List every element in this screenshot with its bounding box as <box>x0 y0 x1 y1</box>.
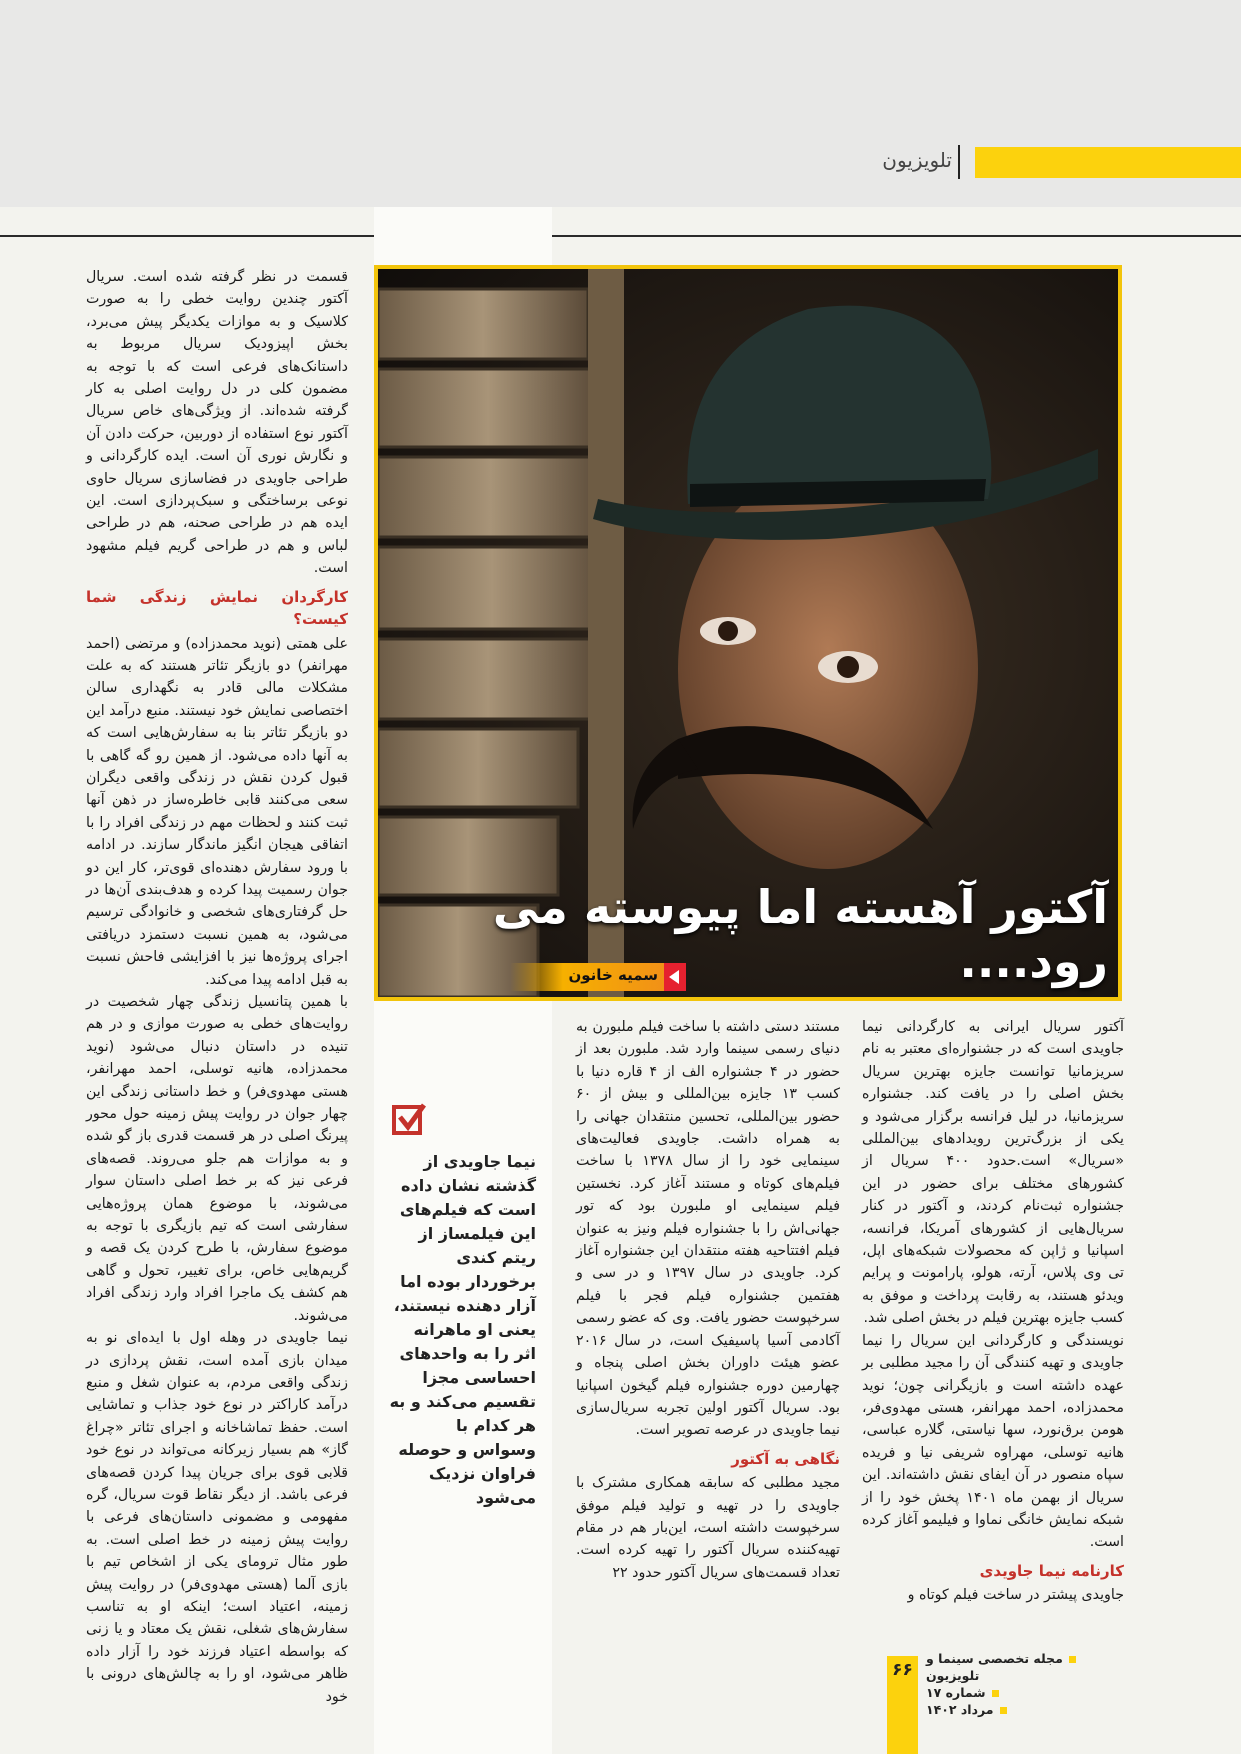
magazine-name: مجله تخصصی سینما و تلویزیون <box>926 1651 1063 1683</box>
paragraph: مجید مطلبی که سابقه همکاری مشترک با جاویدی را در تهیه و تولید فیلم موفق سرخپوست داشته است، این‌بار هم در مقام تهیه‌کننده سریال آکتور را تهیه کرده است. تعداد قسمت‌های سریال آکتور حدود ۲۲ <box>576 1475 840 1581</box>
header-rule <box>0 235 1241 237</box>
footer-info <box>926 1650 1126 1718</box>
issue-date: مرداد ۱۴۰۲ <box>926 1702 994 1717</box>
author-name: سمیه خانون <box>568 966 658 984</box>
subheading: کارگردان نمایش زندگی شما کیست؟ <box>86 587 348 629</box>
paragraph: نویسندگی و کارگردانی این سریال را نیما جاویدی و تهیه کنندگی آن را مجید مطلبی بر عهده داشته است و بازیگرانی چون؛ نوید محمدزاده، احمد مهرانفر، هستی مهدوی‌فر، هومن برق‌نورد، سها نیاستی، گلاره عباسی، هانیه توسلی، مهراوه شریفی نیا و فریده سپاه منصور در آن ایفای نقش داشته‌اند. این سریال از بهمن ماه ۱۴۰۱ پخش خود را از شبکه نمایش خانگی نماوا و فیلیمو آغاز کرده است. <box>862 1332 1124 1551</box>
article-column-2 <box>576 1016 840 1584</box>
page-number: ۶۶ <box>892 1660 913 1680</box>
article-headline: آکتور آهسته اما پیوسته می رود.... <box>492 880 1108 988</box>
paragraph: نیما جاویدی در وهله اول با ایده‌ای نو به میدان بازی آمده است، نقش پردازی در زندگی واقعی مردم، به عنوان شغل و منبع درآمد کاراکتر در نوع خود جذاب و تماشایی است. حفظ تماشاخانه و اجرای تئاتر «چراغ گاز» هم بسیار زیرکانه می‌تواند در نوع خود قلابی قوی برای جریان پیدا کردن قصه‌های فرعی باشد. از دیگر نقاط قوت سریال، گره مفهومی و مضمونی داستان‌های فرعی با روایت پیش زمینه در خط اصلی است. به طور مثال ترومای یکی از اشخاص تیم با بازی آلما (هستی مهدوی‌فر) در روایت پیش زمینه، اعتیاد است؛ اینکه او به تناسب سفارش‌های شغلی، نقش یک معتاد و یا زنی که بواسطه اعتیاد فرزند خود را آزار داده ظاهر می‌شود، او را به چالش‌های درونی با خود <box>86 1330 348 1705</box>
issue-number: شماره ۱۷ <box>926 1685 986 1700</box>
subheading: کارنامه نیما جاویدی <box>979 1561 1124 1580</box>
bullet-square <box>992 1690 999 1697</box>
byline-banner <box>510 963 686 991</box>
paragraph: آکتور سریال ایرانی به کارگردانی نیما جاویدی است که در جشنواره‌ای معتبر به نام سریزمانیا توانست جایزه بهترین سریال بخش اصلی را در یافت کند. جشنواره سریزمانیا، در لیل فرانسه برگزار می‌شود و یکی از بزرگ‌ترین رویدادهای بین‌المللی «سریال» است.حدود ۴۰۰ سریال از کشورهای مختلف برای حضور در این جشنواره ثبت‌نام کردند، و آکتور در کنار سریال‌هایی از کشورهای آمریکا، فرانسه، اسپانیا و ژاپن که محصولات شبکه‌های اپل، تی وی پلاس، آرته، هولو، پارامونت و پرایم ویدئو هستند، به رقابت پرداخت و موفق به کسب جایزه بهترین فیلم در بخش اصلی شد. <box>862 1019 1124 1327</box>
paragraph: با همین پتانسیل زندگی چهار شخصیت در روایت‌های خطی به صورت موازی و در هم تنیده در داستان دنبال می‌شود (نوید محمدزاده، هانیه توسلی، احمد مهرانفر، هستی مهدوی‌فر) و خط داستانی زندگی این چهار جوان در روایت پیش زمینه حول محور پیرنگ اصلی در هر قسمت قدری باز گو شده و به موازات هم جلو می‌روند. قصه‌های فرعی نیز که بر خط اصلی داستان سوار می‌شوند، با موضوع همان پروژه‌هایی سفارشی است که تیم بازیگری با توجه به موضوع سفارش، با طرح کردن یک قصه و گریم‌هایی خاص، برای تغییر، تحول و گاهی هم کشف یک ماجرا افراد وارد زندگی افراد می‌شوند. <box>86 994 348 1324</box>
checkmark-box-icon <box>392 1103 426 1137</box>
section-label: تلویزیون <box>882 148 952 172</box>
play-arrow-icon <box>664 963 686 991</box>
paragraph: مستند دستی داشته با ساخت فیلم ملبورن به دنیای رسمی سینما وارد شد. ملبورن بعد از حضور در ۴ جشنواره الف از ۴ قاره دنیا با کسب ۱۳ جایزه بین‌المللی و بیش از ۶۰ حضور بین‌المللی، تحسین منتقدان جهانی را به همراه داشت. جاویدی فعالیت‌های سینمایی خود را از سال ۱۳۷۸ با ساخت فیلم‌های کوتاه و مستند آغاز کرد. نخستین فیلم سینمایی او ملبورن بود که تور جهانی‌اش را با جشنواره فیلم ونیز به عنوان فیلم افتتاحیه هفته منتقدان این جشنواره آغاز کرد. جاویدی در سال ۱۳۹۷ و در سی و هفتمین جشنواره فیلم فجر با فیلم سرخپوست حضور یافت. وی که عضو رسمی آکادمی آسیا پاسیفیک است، در سال ۲۰۱۶ عضو هیئت داوران بخش اصلی پنجاه و چهارمین دوره جشنواره فیلم گیخون اسپانیا بود. سریال آکتور اولین تجربه سریال‌سازی نیما جاویدی در عرصه تصویر است. <box>576 1019 841 1439</box>
section-divider <box>958 145 960 179</box>
section-accent-bar <box>975 147 1241 178</box>
paragraph: علی همتی (نوید محمدزاده) و مرتضی (احمد مهرانفر) دو بازیگر تئاتر هستند که به علت مشکلات مالی قادر به نگهداری سالن اختصاصی نمایش خود نیستند. منبع درآمد این دو بازیگر تئاتر بنا به سفارش‌هایی است که به آنها داده می‌شود. از همین رو گه گاهی با قبول کردن نقش در زندگی واقعی دیگران سعی می‌کنند قابی خاطره‌ساز در ذهن آنها ثبت کنند و لحظات مهم در زندگی افراد را با اتفاقی هیجان انگیز ماندگار سازند. در ادامه با ورود سفارش دهنده‌ای قوی‌تر، کار این دو جوان رسمیت پیدا کرده و هدف‌بندی آن‌ها در حل گرفتاری‌های شخصی و خانوادگی ترسیم می‌شود، به همین نسبت دستمزد دریافتی اجرای پروژه‌ها نیز با افزایشی فاحش نسبت به قبل ادامه پیدا می‌کند. <box>86 635 348 988</box>
bullet-square <box>1000 1707 1007 1714</box>
paragraph: قسمت در نظر گرفته شده است. سریال آکتور چندین روایت خطی را به صورت کلاسیک و به موازات یکدیگر پیش می‌برد، بخش اپیزودیک سریال مربوط به داستانک‌های فرعی است که با توجه به مضمون کلی در دل روایت اصلی به کار گرفته شده‌اند. از ویژگی‌های خاص سریال آکتور نوع استفاده از دوربین، حرکت دادن آن و نگارش نوری آن است. ایده کارگردانی و طراحی جاویدی در فضاسازی سریال حاوی نوعی برساختگی و سبک‌پردازی است. این ایده هم در طراحی صحنه، هم در طراحی لباس و هم در طراحی گریم فیلم مشهود است. <box>86 269 348 577</box>
article-column-3 <box>86 266 348 1708</box>
article-column-1 <box>862 1016 1124 1607</box>
paragraph: جاویدی پیشتر در ساخت فیلم کوتاه و <box>907 1587 1124 1604</box>
subheading: نگاهی به آکتور <box>731 1449 840 1468</box>
bullet-square <box>1069 1656 1076 1663</box>
pull-quote: نیما جاویدی از گذشته نشان داده است که فیلم‌های این فیلمساز از ریتم کندی برخوردار بوده اما آزار دهنده نیستند، یعنی او ماهرانه اثر را به واحدهای احساسی مجزا تقسیم می‌کند و به هر کدام با وسواس و حوصله فراوان نزدیک می‌شود <box>389 1152 536 1507</box>
